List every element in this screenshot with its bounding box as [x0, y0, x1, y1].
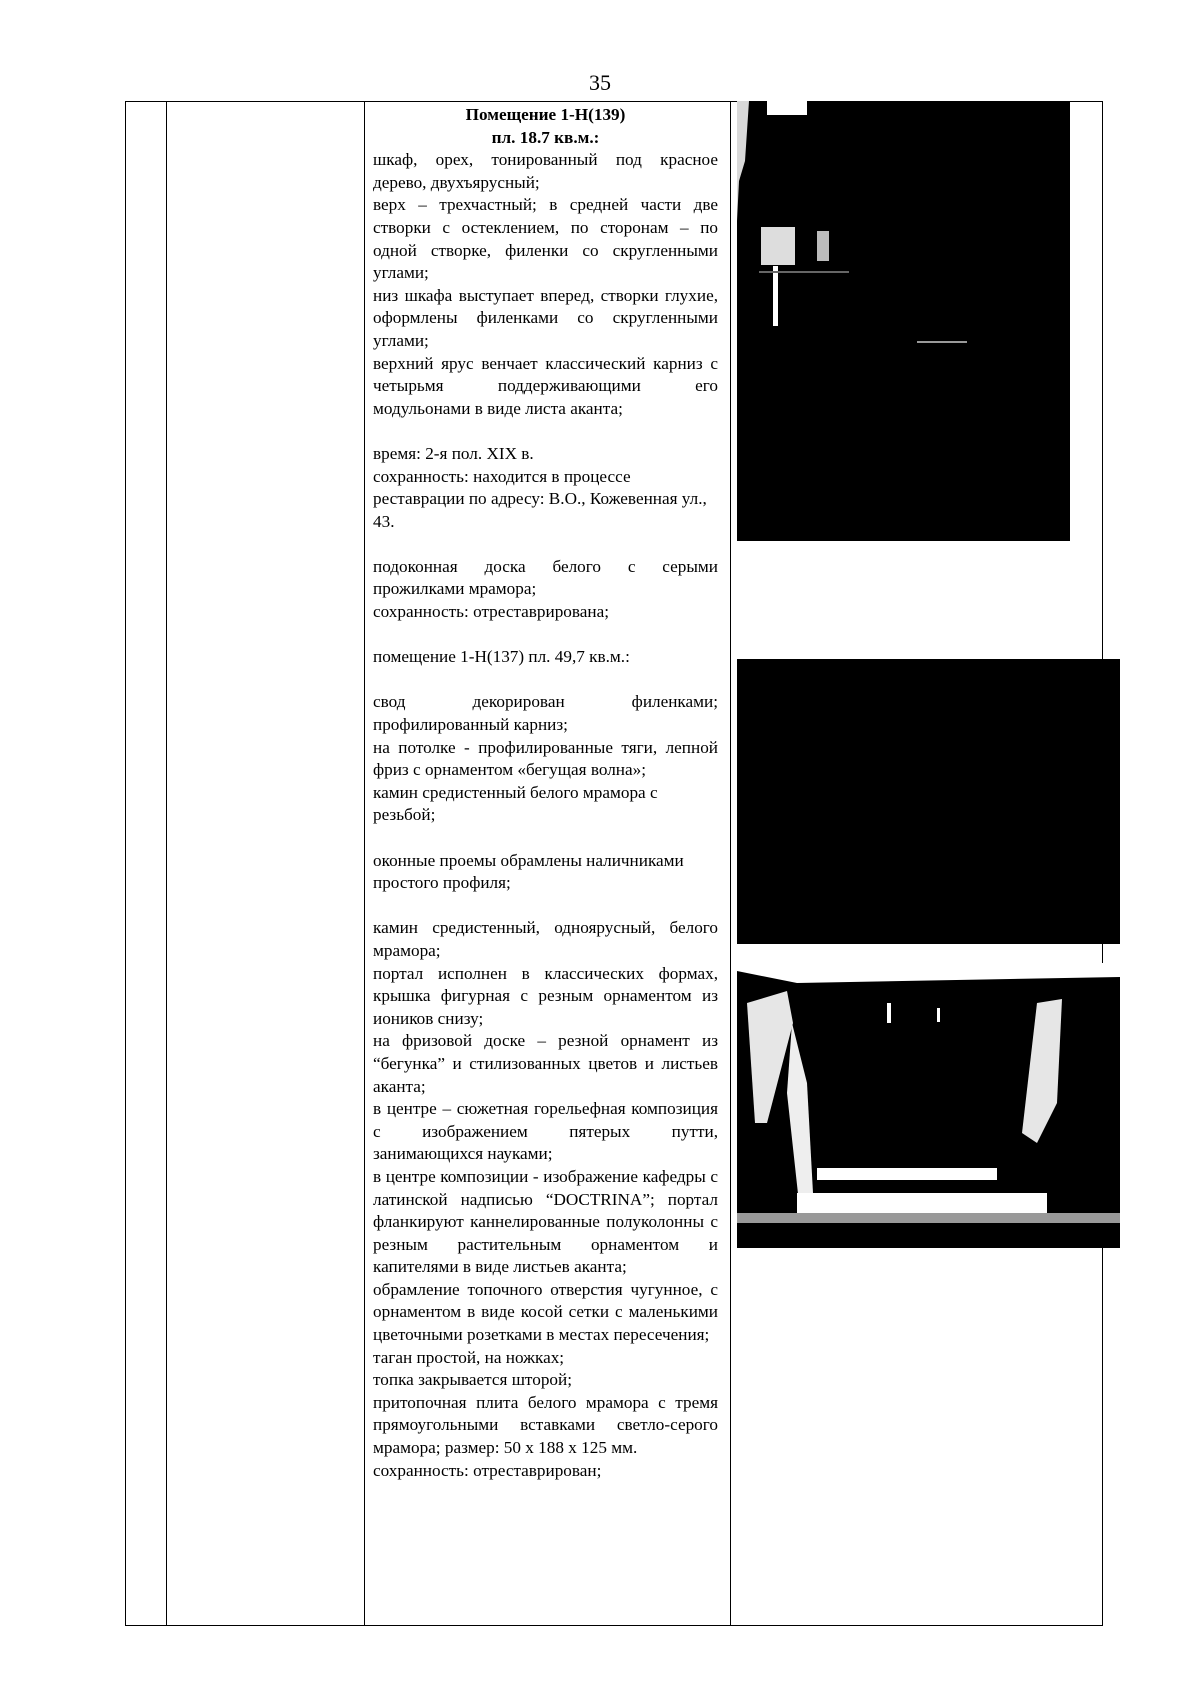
column-divider [364, 102, 365, 1625]
fireplace-line: сохранность: отреставрирован; [373, 1460, 602, 1480]
cabinet-line: верхний ярус венчает классический карниз с четырьмя поддерживающими его модульонами в виде листа аканта; [373, 353, 718, 418]
page-number: 35 [589, 70, 611, 95]
windows-line: оконные проемы обрамлены наличниками простого профиля; [373, 850, 684, 893]
sill-condition: сохранность: отреставрирована; [373, 602, 610, 622]
condition-line: сохранность: находится в процессе реставрации по адресу: В.О., Кожевенная ул., 43. [373, 466, 707, 531]
fireplace-photo [737, 963, 1120, 1248]
fireplace-line: портал исполнен в классических формах, крышка фигурная с резным орнаментом из иоников снизу; [373, 963, 718, 1028]
fireplace-line: топка закрывается шторой; [373, 1370, 572, 1390]
fireplace-line: в центре композиции - изображение кафедры с латинской надписью “DOCTRINA”; портал фланкируют каннелированные полуколонны с резным растительным орнаментом и капителями в виде листьев аканта; [373, 1166, 718, 1277]
fireplace-line: камин средистенный, одноярусный, белого мрамора; [373, 918, 718, 960]
room2-item: камин средистенный белого мрамора с резьбой; [373, 782, 658, 825]
fireplace-line: таган простой, на ножках; [373, 1347, 565, 1367]
column-divider [730, 102, 731, 1625]
cabinet-line: шкаф, орех, тонированный под красное дерево, двухъярусный; [373, 150, 718, 192]
room2-title: помещение 1-Н(137) пл. 49,7 кв.м.: [373, 647, 630, 667]
room-title: Помещение 1-Н(139) [465, 105, 626, 124]
cabinet-photo [737, 101, 1070, 541]
fireplace-line: на фризовой доске – резной орнамент из “бегунка” и стилизованных цветов и листьев аканта; [373, 1031, 718, 1096]
fireplace-line: обрамление топочного отверстия чугунное, с орнаментом в виде косой сетки с маленькими цветочными розетками в местах пересечения; [373, 1279, 718, 1345]
room-area: пл. 18.7 кв.м.: [491, 127, 600, 147]
sill-line: подоконная доска белого с серыми прожилками мрамора; [373, 556, 718, 599]
room-photo [737, 659, 1120, 944]
fireplace-line: в центре – сюжетная горельефная композиция с изображением пятерых путти, занимающихся науками; [373, 1099, 718, 1164]
column-divider [166, 102, 167, 1625]
room2-item: на потолке - профилированные тяги, лепной фриз с орнаментом «бегущая волна»; [373, 737, 718, 780]
cabinet-line: верх – трехчастный; в средней части две створки с остеклением, по сторонам – по одной створке, филенки со скругленными углами; [373, 195, 718, 283]
fireplace-line: притопочная плита белого мрамора с тремя прямоугольными вставками светло-серого мрамора; размер: 50 х 188 х 125 мм. [373, 1392, 718, 1458]
description-column [373, 104, 718, 1482]
time-line: время: 2-я пол. XIX в. [373, 443, 534, 463]
room2-item: свод декорирован филенками; профилированный карниз; [373, 692, 718, 735]
cabinet-line: низ шкафа выступает вперед, створки глухие, оформлены филенками со скругленными углами; [373, 285, 718, 350]
